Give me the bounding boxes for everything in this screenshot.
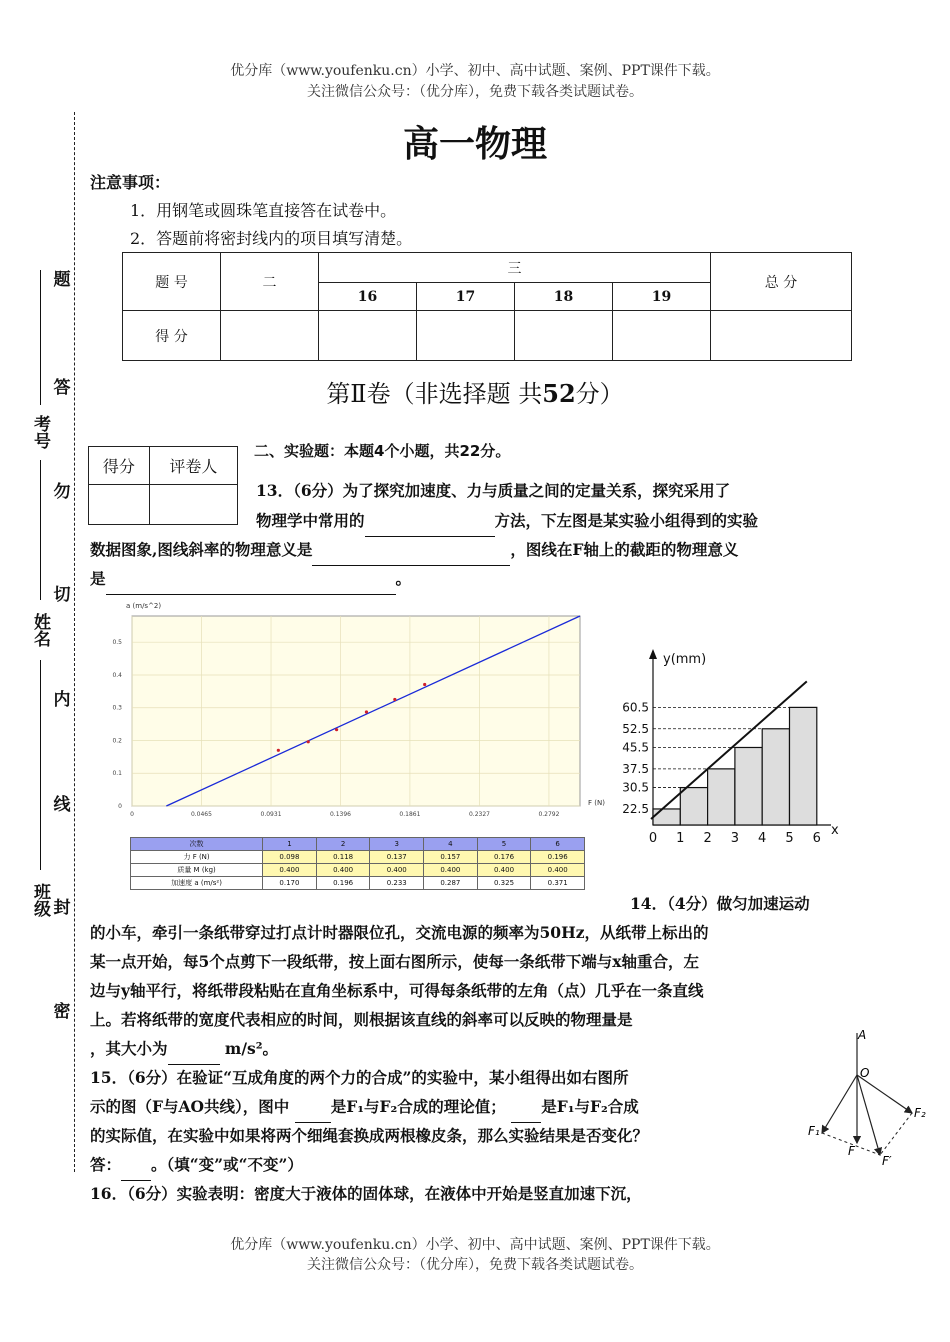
footer-line-2: 关注微信公众号：（优分库），免费下载各类试题试卷。 <box>307 1257 643 1273</box>
y-tick-label: 0 <box>118 803 122 810</box>
data-point <box>277 749 280 752</box>
y-tick-label: 30.5 <box>622 780 649 795</box>
y-tick-label: 45.5 <box>622 740 649 755</box>
table-cell: 0.400 <box>477 864 531 877</box>
tape-bar <box>708 769 735 825</box>
seal-char: 密 <box>53 1002 71 1022</box>
q13-text: 物理学中常用的 <box>256 511 365 530</box>
parallelogram-edge <box>880 1113 912 1155</box>
score-table-q16: 16 <box>319 283 417 311</box>
q15-line-1: 15．（6分）在验证“互成角度的两个力的合成”的实验中，某小组得出如右图所 <box>90 1068 629 1087</box>
x-tick-label: 0.2792 <box>538 811 560 818</box>
grader-reviewer-label: 评卷人 <box>149 447 237 485</box>
f2-arrow <box>857 1075 912 1113</box>
score-cell[interactable] <box>319 311 417 361</box>
q15-line-2 <box>90 1091 639 1123</box>
label-a: A <box>858 1028 867 1042</box>
score-table-q18: 18 <box>515 283 613 311</box>
page-title: 高一物理 <box>402 124 547 165</box>
y-tick-label: 22.5 <box>622 801 649 816</box>
x-tick-label: 5 <box>785 831 794 846</box>
data-table <box>130 837 585 890</box>
section-heading: 二、实验题：本题4个小题，共22分。 <box>254 442 511 460</box>
score-table-part-two: 二 <box>221 253 319 311</box>
part-two-heading <box>0 374 950 409</box>
x-tick-label: 6 <box>812 831 821 846</box>
x-axis-label: x <box>831 823 839 838</box>
q14-blank[interactable] <box>168 1033 220 1065</box>
q15-blank-3[interactable] <box>121 1149 151 1181</box>
label-f1: F₁ <box>808 1124 820 1138</box>
seal-char: 切 <box>53 585 71 605</box>
table-cell: 0.157 <box>424 851 478 864</box>
q14-text: ，其大小为 <box>90 1039 168 1058</box>
q13-line-1: 13．（6分）为了探究加速度、力与质量之间的定量关系，探究采用了 <box>256 481 731 500</box>
table-cell: 0.400 <box>424 864 478 877</box>
y-tick-label: 0.1 <box>112 770 122 778</box>
y-tick-label: 52.5 <box>622 721 649 736</box>
score-cell[interactable] <box>417 311 515 361</box>
score-table-total-header: 总 分 <box>711 253 852 311</box>
q15-line-4 <box>90 1149 303 1181</box>
seal-char: 内 <box>53 690 71 710</box>
tape-bar <box>790 707 817 825</box>
score-cell[interactable] <box>613 311 711 361</box>
f-prime-arrow <box>857 1075 880 1155</box>
y-axis-label: y(mm) <box>663 652 707 667</box>
plot-area <box>132 616 580 806</box>
q15-text: 是F₁与F₂合成 <box>541 1097 639 1116</box>
table-cell: 0.176 <box>477 851 531 864</box>
tape-chart <box>605 645 840 870</box>
data-point <box>365 710 368 713</box>
table-row-label: 加速度 a (m/s²) <box>131 877 263 890</box>
q13-blank-3[interactable] <box>106 563 396 595</box>
table-cell: 0.118 <box>316 851 370 864</box>
q14-line-6 <box>90 1033 278 1065</box>
q13-text: 数据图象,图线斜率的物理意义是 <box>90 540 313 559</box>
score-cell[interactable] <box>515 311 613 361</box>
xingming-label: 姓名 <box>30 613 50 647</box>
table-cell: 0.170 <box>263 877 317 890</box>
table-cell: 0.325 <box>477 877 531 890</box>
data-point <box>335 728 338 731</box>
q13-line-2 <box>256 505 758 537</box>
q16-line-1: 16．（6分）实验表明：密度大于液体的固体球，在液体中开始是竖直加速下沉， <box>90 1184 642 1203</box>
label-o: O <box>860 1066 870 1080</box>
x-tick-label: 0.0931 <box>260 811 282 818</box>
grader-box <box>88 446 238 525</box>
q14-text: m/s²。 <box>224 1039 278 1058</box>
table-header-cell: 6 <box>531 838 585 851</box>
grader-reviewer-cell[interactable] <box>149 485 237 525</box>
q13-text: 方法，下左图是某实验小组得到的实验 <box>494 511 759 530</box>
a-f-chart <box>110 598 605 836</box>
y-tick-label: 0.4 <box>112 671 122 679</box>
tape-bar <box>735 747 762 825</box>
tape-bar <box>680 788 707 825</box>
table-cell: 0.400 <box>263 864 317 877</box>
table-cell: 0.137 <box>370 851 424 864</box>
data-point <box>423 683 426 686</box>
seal-dashed-line <box>74 112 75 1172</box>
seal-char: 勿 <box>53 482 71 502</box>
x-tick-label: 0.2327 <box>468 811 490 818</box>
y-tick-label: 37.5 <box>622 761 649 776</box>
score-table-row-label: 得 分 <box>123 311 221 361</box>
table-header-cell: 1 <box>263 838 317 851</box>
y-tick-label: 0.3 <box>112 704 122 712</box>
xingming-blank[interactable] <box>40 460 41 600</box>
seal-char: 封 <box>53 898 71 918</box>
q14-line-4: 边与y轴平行，将纸带段粘贴在直角坐标系中，可得每条纸带的左角（点）几乎在一条直线 <box>90 981 704 1000</box>
data-point <box>393 698 396 701</box>
score-table-part-three: 三 <box>319 253 711 283</box>
x-tick-label: 0.0465 <box>190 811 212 818</box>
table-cell: 0.196 <box>531 851 585 864</box>
q13-line-3 <box>90 534 738 566</box>
notice-item-1: 1．用钢笔或圆珠笔直接答在试卷中。 <box>130 201 397 220</box>
kaohao-label: 考号 <box>30 415 50 449</box>
data-point <box>307 740 310 743</box>
part-two-score: 52 <box>542 379 576 408</box>
q14-line-1: 14．（4分）做匀加速运动 <box>630 894 810 913</box>
score-table <box>122 252 852 361</box>
q13-text: 是 <box>90 569 106 588</box>
header-line-2: 关注微信公众号：（优分库），免费下载各类试题试卷。 <box>307 84 643 100</box>
table-header-cell: 3 <box>370 838 424 851</box>
q15-line-3: 的实际值，在实验中如果将两个细绳套换成两根橡皮条，那么实验结果是否变化？ <box>90 1126 649 1145</box>
y-tick-label: 60.5 <box>622 700 649 715</box>
x-tick-label: 0.1396 <box>329 811 351 818</box>
y-tick-label: 0.2 <box>112 737 122 745</box>
q15-text: 示的图（F与AO共线），图中 <box>90 1097 290 1116</box>
q13-line-4 <box>90 563 411 595</box>
table-cell: 0.400 <box>531 864 585 877</box>
part-two-suffix: 分） <box>575 380 624 408</box>
grader-score-cell[interactable] <box>89 485 150 525</box>
footer-line-1: 优分库（www.youfenku.cn）小学、初中、高中试题、案例、PPT课件下载。 <box>230 1237 720 1253</box>
y-axis-arrow <box>649 649 657 659</box>
banji-label: 班级 <box>30 883 50 917</box>
table-cell: 0.400 <box>370 864 424 877</box>
score-cell[interactable] <box>221 311 319 361</box>
table-header-cell: 2 <box>316 838 370 851</box>
grader-score-label: 得分 <box>89 447 150 485</box>
score-table-q19: 19 <box>613 283 711 311</box>
tape-bar <box>653 809 680 825</box>
q14-line-3: 某一点开始，每5个点剪下一段纸带，按上面右图所示，使每一条纸带下端与x轴重合，左 <box>90 952 700 971</box>
table-cell: 0.287 <box>424 877 478 890</box>
x-tick-label: 3 <box>730 831 740 846</box>
force-diagram <box>800 1025 945 1175</box>
score-table-q17: 17 <box>417 283 515 311</box>
x-tick-label: 0 <box>130 811 134 818</box>
part-two-prefix: 第Ⅱ卷（非选择题 共 <box>326 380 543 408</box>
q15-text: 。（填“变”或“不变”） <box>151 1155 303 1174</box>
table-cell: 0.196 <box>316 877 370 890</box>
seal-char: 线 <box>53 795 71 815</box>
q15-blank-2[interactable] <box>511 1091 541 1123</box>
x-tick-label: 1 <box>676 831 685 846</box>
q13-blank-2[interactable] <box>312 534 510 566</box>
banji-blank[interactable] <box>40 660 41 870</box>
score-table-qnum-header: 题 号 <box>123 253 221 311</box>
notice-heading: 注意事项： <box>90 173 171 192</box>
tape-bar <box>762 729 789 825</box>
seal-char: 答 <box>53 378 71 398</box>
label-f: F <box>848 1144 855 1158</box>
q14-line-2: 的小车，牵引一条纸带穿过打点计时器限位孔，交流电源的频率为50Hz，从纸带上标出的 <box>90 923 709 942</box>
table-row-label: 力 F (N) <box>131 851 263 864</box>
table-header-cell: 5 <box>477 838 531 851</box>
notice-item-2: 2．答题前将密封线内的项目填写清楚。 <box>130 229 413 248</box>
table-cell: 0.400 <box>316 864 370 877</box>
x-axis-label: F (N) <box>588 799 605 807</box>
table-row-label: 质量 M (kg) <box>131 864 263 877</box>
x-tick-label: 4 <box>758 831 767 846</box>
table-header-cell: 4 <box>424 838 478 851</box>
y-tick-label: 0.5 <box>112 639 122 647</box>
table-header-cell: 次数 <box>131 838 263 851</box>
q15-blank-1[interactable] <box>295 1091 331 1123</box>
table-cell: 0.098 <box>263 851 317 864</box>
score-cell[interactable] <box>711 311 852 361</box>
label-f2: F₂ <box>914 1106 926 1120</box>
q14-line-5: 上。若将纸带的宽度代表相应的时间，则根据该直线的斜率可以反映的物理量是 <box>90 1010 633 1029</box>
y-axis-label: a (m/s^2) <box>126 602 162 610</box>
q15-text: 是F₁与F₂合成的理论值； <box>330 1097 506 1116</box>
q15-text: 答： <box>90 1155 122 1174</box>
x-tick-label: 2 <box>703 831 712 846</box>
table-cell: 0.233 <box>370 877 424 890</box>
header-line-1: 优分库（www.youfenku.cn）小学、初中、高中试题、案例、PPT课件下载。 <box>230 63 720 79</box>
label-f-prime: F′ <box>882 1154 892 1168</box>
f1-arrow <box>822 1075 857 1133</box>
x-tick-label: 0.1861 <box>399 811 421 818</box>
table-cell: 0.371 <box>531 877 585 890</box>
x-tick-label: 0 <box>648 831 658 846</box>
seal-char: 题 <box>53 270 71 290</box>
q13-blank-1[interactable] <box>365 505 495 537</box>
q13-text: 。 <box>395 569 412 588</box>
q13-text: ，图线在F轴上的截距的物理意义 <box>510 540 739 559</box>
